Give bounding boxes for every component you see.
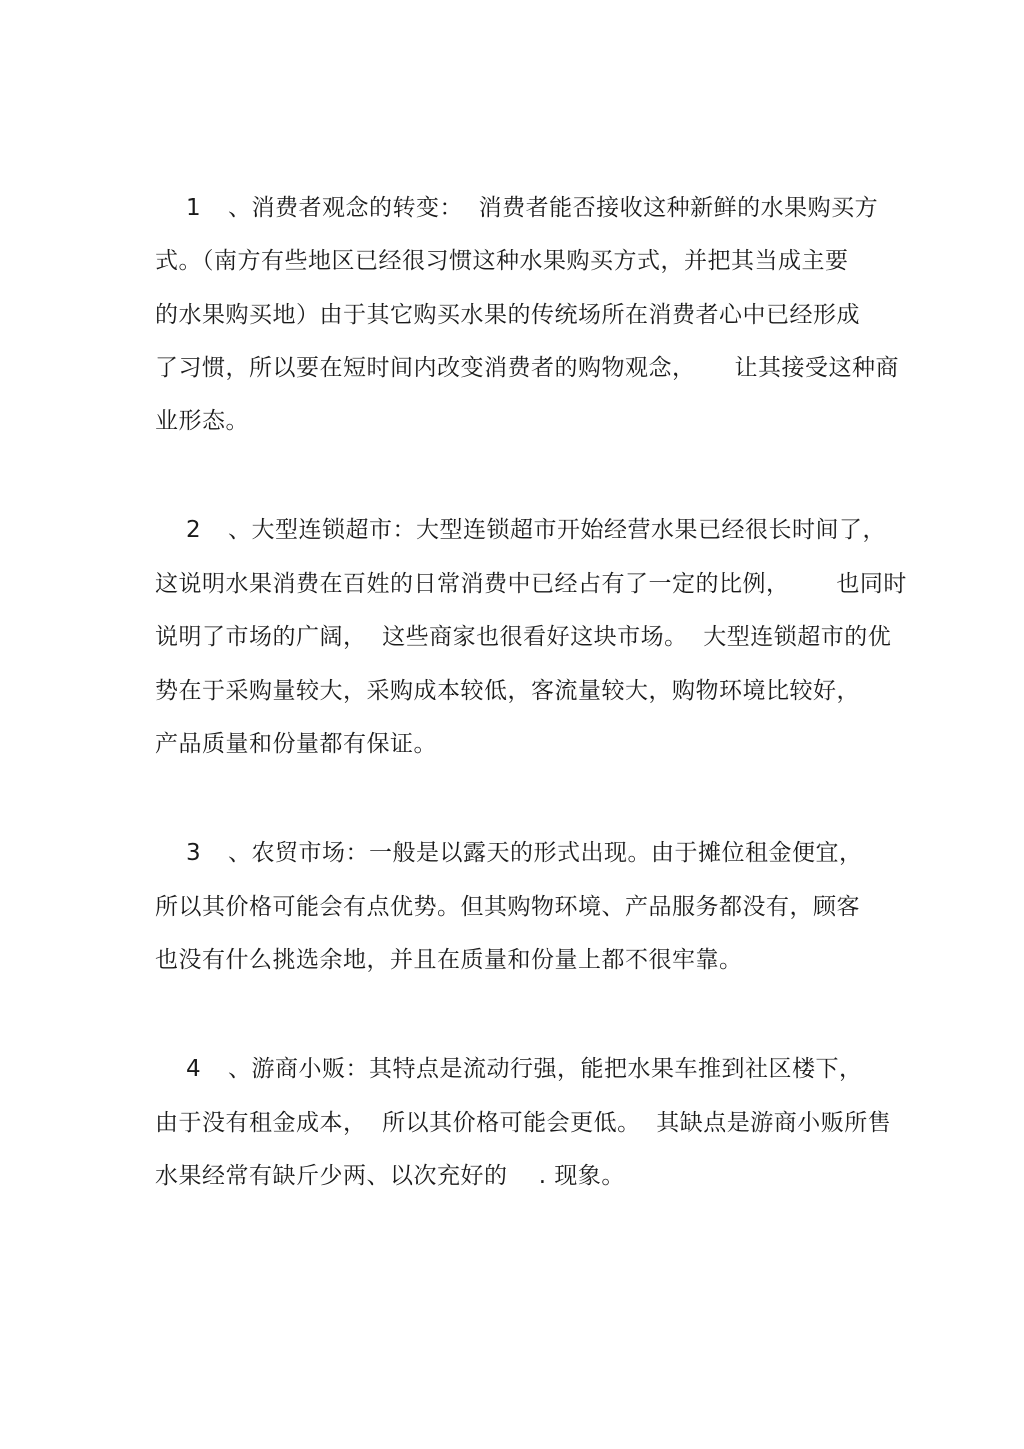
paragraph-line: 、大型连锁超市：大型连锁超市开始经营水果已经很长时间了， (228, 517, 886, 543)
paragraph-line: 产品质量和份量都有保证。 (155, 731, 437, 757)
paragraph-line: 、游商小贩：其特点是流动行强，能把水果车推到社区楼下， (228, 1056, 863, 1082)
paragraph-line: 所以其价格可能会有点优势。但其购物环境、产品服务都没有，顾客 (155, 894, 860, 920)
paragraph-line: 这说明水果消费在百姓的日常消费中已经占有了一定的比例， 也同时 (155, 571, 907, 597)
paragraph-line: 业形态。 (155, 408, 249, 434)
paragraph-line: 水果经常有缺斤少两、以次充好的 . 现象。 (155, 1163, 625, 1189)
paragraph-line: 说明了市场的广阔， 这些商家也很看好这块市场。 大型连锁超市的优 (155, 624, 892, 650)
paragraph-line: 了习惯，所以要在短时间内改变消费者的购物观念， 让其接受这种商 (155, 355, 900, 381)
paragraph-line: 、消费者观念的转变： 消费者能否接收这种新鲜的水果购买方 (228, 195, 879, 221)
paragraph-line: 势在于采购量较大，采购成本较低，客流量较大，购物环境比较好， (155, 678, 860, 704)
paragraph-line: 式。（南方有些地区已经很习惯这种水果购买方式，并把其当成主要 (155, 248, 849, 274)
paragraph-number: 3 (186, 840, 202, 866)
paragraph-number: 1 (186, 195, 202, 221)
paragraph-line: 的水果购买地）由于其它购买水果的传统场所在消费者心中已经形成 (155, 302, 860, 328)
paragraph-line: 也没有什么挑选余地，并且在质量和份量上都不很牢靠。 (155, 947, 743, 973)
paragraph-number: 4 (186, 1056, 202, 1082)
paragraph-line: 、农贸市场：一般是以露天的形式出现。由于摊位租金便宜， (228, 840, 863, 866)
paragraph-line: 由于没有租金成本， 所以其价格可能会更低。 其缺点是游商小贩所售 (155, 1110, 892, 1136)
paragraph-number: 2 (186, 517, 202, 543)
